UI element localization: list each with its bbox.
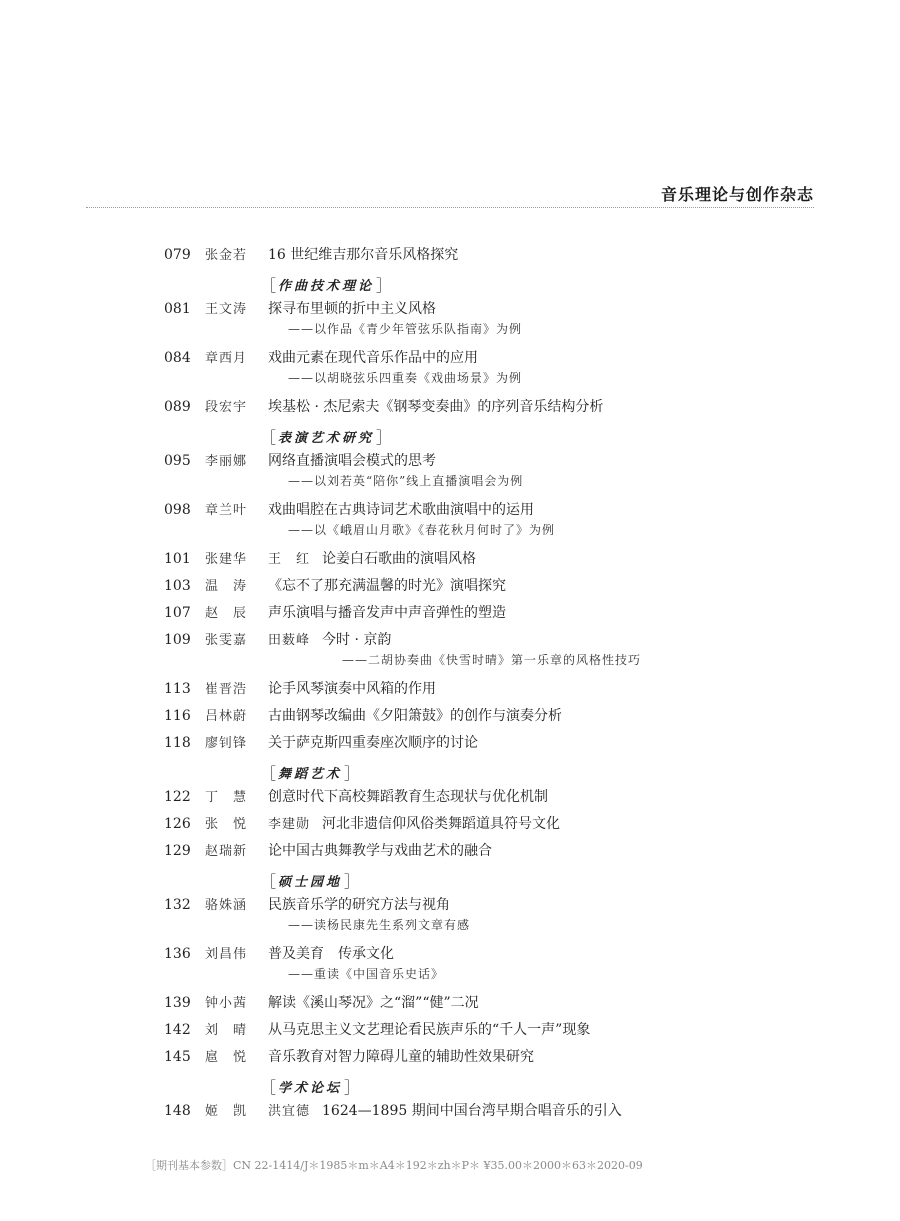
toc-entry-139: [164, 992, 724, 1019]
author-name: 张雯嘉: [205, 633, 248, 648]
toc-entry-129: [164, 840, 724, 867]
article-title: 从马克思主义文艺理论看民族声乐的“千人一声”现象: [268, 1022, 591, 1038]
article-subtitle: ——以《峨眉山月歌》《春花秋月何时了》为例: [288, 523, 556, 537]
article-title: 论手风琴演奏中风箱的作用: [268, 681, 436, 697]
article-title: 关于萨克斯四重奏座次顺序的讨论: [268, 735, 478, 751]
co-author-name: 李建勋: [268, 817, 311, 832]
author-name: 段宏宇: [205, 400, 248, 415]
toc-entry-118: [164, 732, 724, 759]
section-label: 学术论坛: [278, 1081, 343, 1096]
page-number: 101: [164, 551, 191, 567]
section-heading-composition: [260, 271, 724, 298]
page-number: 089: [164, 399, 191, 415]
author-name: 赵 辰: [205, 606, 248, 621]
article-title: 创意时代下高校舞蹈教育生态现状与优化机制: [268, 789, 548, 805]
toc-entry-084: [164, 347, 724, 369]
section-bracket-close: ］: [376, 428, 393, 447]
article-title: 音乐教育对智力障碍儿童的辅助性效果研究: [268, 1049, 534, 1065]
article-title: 探寻布里顿的折中主义风格: [268, 301, 436, 317]
section-label: 硕士园地: [278, 875, 343, 890]
toc-entry-101: [164, 548, 724, 575]
page-number: 113: [164, 681, 191, 697]
toc-entry-079: [164, 244, 724, 271]
section-label: 舞蹈艺术: [278, 767, 343, 782]
section-heading-forum: [260, 1073, 724, 1100]
toc-entry-148: [164, 1100, 724, 1127]
page-number: 132: [164, 897, 191, 913]
page-number: 142: [164, 1022, 191, 1038]
author-name: 姬 凯: [205, 1104, 248, 1119]
author-name: 张建华: [205, 552, 248, 567]
section-bracket-open: ［: [260, 1078, 277, 1097]
toc-entry-107: [164, 602, 724, 629]
section-heading-performance: [260, 423, 724, 450]
article-title: 戏曲唱腔在古典诗词艺术歌曲演唱中的运用: [268, 502, 534, 518]
page-number: 145: [164, 1049, 191, 1065]
journal-parameters-footer: ［期刊基本参数］CN 22-1414/J＊1985＊m＊A4＊192＊zh＊P＊ ¥35.00＊2000＊63＊2020-09: [145, 1159, 643, 1172]
header-divider: [86, 207, 814, 208]
section-bracket-open: ［: [260, 428, 277, 447]
page-number: 109: [164, 632, 191, 648]
author-name: 丁 慧: [205, 790, 248, 805]
section-heading-masters: [260, 867, 724, 894]
toc-entry-113: [164, 678, 724, 705]
table-of-contents: [164, 244, 724, 1127]
toc-entry-098: [164, 499, 724, 521]
author-name: 吕林蔚: [205, 709, 248, 724]
co-author-name: 王 红: [268, 552, 311, 567]
article-title: 网络直播演唱会模式的思考: [268, 453, 436, 469]
author-name: 骆姝涵: [205, 898, 248, 913]
author-name: 刘昌伟: [205, 947, 248, 962]
article-title: 古曲钢琴改编曲《夕阳箫鼓》的创作与演奏分析: [268, 708, 562, 724]
page-number: 107: [164, 605, 191, 621]
article-title: 民族音乐学的研究方法与视角: [268, 897, 450, 913]
toc-entry-142: [164, 1019, 724, 1046]
toc-entry-122: [164, 786, 724, 813]
author-name: 扈 悦: [205, 1050, 248, 1065]
author-name: 章兰叶: [205, 503, 248, 518]
toc-entry-116: [164, 705, 724, 732]
section-label: 作曲技术理论: [278, 279, 375, 294]
author-name: 廖钊锋: [205, 736, 248, 751]
section-bracket-open: ［: [260, 872, 277, 891]
page-number: 122: [164, 789, 191, 805]
article-subtitle: ——以作品《青少年管弦乐队指南》为例: [288, 322, 523, 336]
section-bracket-close: ］: [344, 872, 361, 891]
article-title: 声乐演唱与播音发声中声音弹性的塑造: [268, 605, 506, 621]
article-title: 戏曲元素在现代音乐作品中的应用: [268, 350, 478, 366]
toc-entry-095: [164, 450, 724, 472]
author-name: 李丽娜: [205, 454, 248, 469]
article-subtitle: ——重读《中国音乐史话》: [288, 967, 445, 981]
section-heading-dance: [260, 759, 724, 786]
article-title: 16 世纪维吉那尔音乐风格探究: [268, 247, 459, 263]
section-bracket-close: ］: [344, 764, 361, 783]
toc-entry-103: [164, 575, 724, 602]
section-bracket-close: ］: [344, 1078, 361, 1097]
article-title: 普及美育 传承文化: [268, 946, 394, 962]
page-number: 136: [164, 946, 191, 962]
article-title: 论中国古典舞教学与戏曲艺术的融合: [268, 843, 492, 859]
toc-entry-126: [164, 813, 724, 840]
co-author-name: 洪宜德: [268, 1104, 311, 1119]
toc-entry-089: [164, 396, 724, 423]
article-subtitle: ——读杨民康先生系列文章有感: [288, 918, 471, 932]
page-number: 129: [164, 843, 191, 859]
article-subtitle: ——二胡协奏曲《快雪时晴》第一乐章的风格性技巧: [342, 653, 642, 667]
section-label: 表演艺术研究: [278, 431, 375, 446]
page-number: 139: [164, 995, 191, 1011]
page-number: 118: [164, 735, 191, 751]
article-title: 埃基松 · 杰尼索夫《钢琴变奏曲》的序列音乐结构分析: [268, 399, 604, 415]
author-name: 张 悦: [205, 817, 248, 832]
page-number: 079: [164, 247, 191, 263]
article-title: 河北非遗信仰风俗类舞蹈道具符号文化: [322, 816, 561, 832]
page-number: 081: [164, 301, 191, 317]
page-number: 148: [164, 1103, 191, 1119]
journal-title: 音乐理论与创作杂志: [660, 185, 814, 204]
author-name: 张金若: [205, 248, 248, 263]
article-title: 今时 · 京韵: [322, 632, 392, 648]
page-number: 098: [164, 502, 191, 518]
article-subtitle: ——以胡晓弦乐四重奏《戏曲场景》为例: [288, 371, 523, 385]
author-name: 钟小茜: [205, 996, 248, 1011]
section-bracket-open: ［: [260, 276, 277, 295]
article-title: 1624—1895 期间中国台湾早期合唱音乐的引入: [322, 1103, 622, 1119]
article-title: 论姜白石歌曲的演唱风格: [322, 551, 477, 567]
author-name: 赵瑞新: [205, 844, 248, 859]
co-author-name: 田薮峰: [268, 633, 311, 648]
author-name: 崔晋浩: [205, 682, 248, 697]
author-name: 章西月: [205, 351, 248, 366]
toc-entry-145: [164, 1046, 724, 1073]
page-number: 095: [164, 453, 191, 469]
page-number: 084: [164, 350, 191, 366]
article-title: 解读《溪山琴况》之“溜”“健”二况: [268, 995, 479, 1011]
section-bracket-close: ］: [376, 276, 393, 295]
toc-entry-109: [164, 629, 724, 651]
page-number: 126: [164, 816, 191, 832]
author-name: 王文涛: [205, 302, 248, 317]
toc-entry-132: [164, 894, 724, 916]
section-bracket-open: ［: [260, 764, 277, 783]
page-number: 103: [164, 578, 191, 594]
toc-entry-081: [164, 298, 724, 320]
toc-entry-136: [164, 943, 724, 965]
page-number: 116: [164, 708, 191, 724]
article-subtitle: ——以刘若英“陪你”线上直播演唱会为例: [288, 474, 524, 488]
author-name: 温 涛: [205, 579, 248, 594]
author-name: 刘 晴: [205, 1023, 248, 1038]
article-title: 《忘不了那充满温馨的时光》演唱探究: [268, 578, 506, 594]
